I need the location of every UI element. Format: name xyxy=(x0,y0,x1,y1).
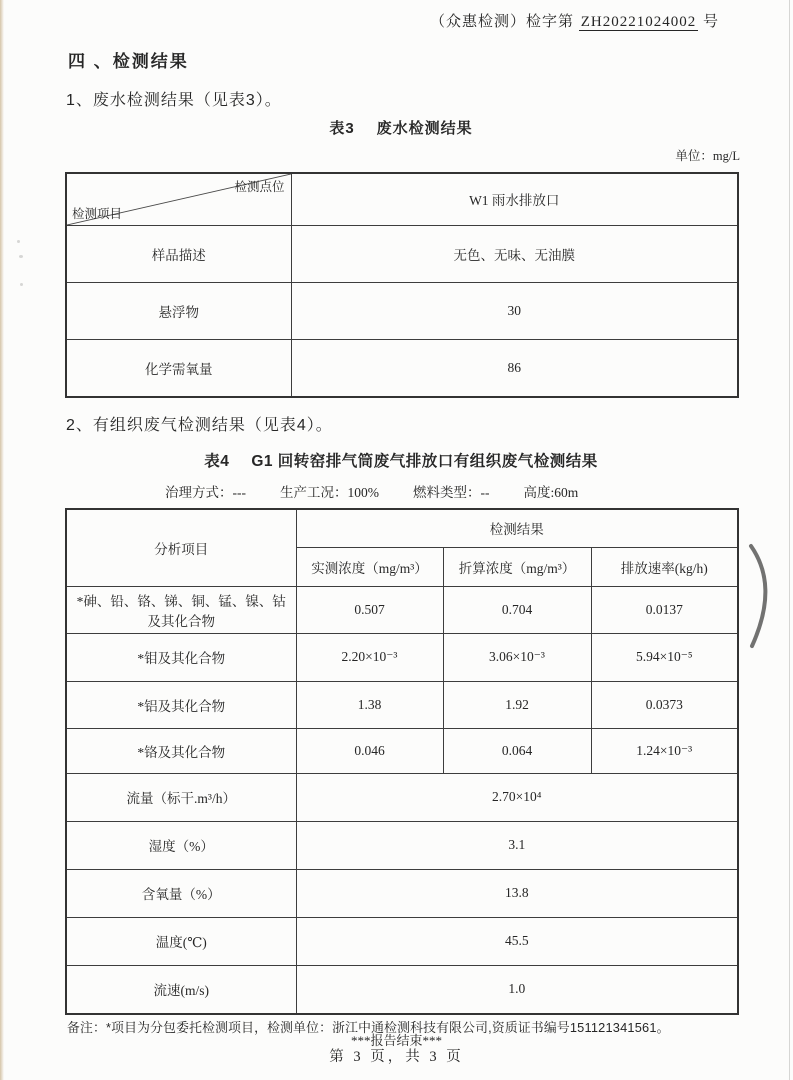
table3-point-header-cell: W1 雨水排放口 xyxy=(291,173,738,225)
scan-speck xyxy=(19,255,23,258)
table4-span-row-value: 13.8 xyxy=(296,869,738,917)
table3-row-value: 无色、无味、无油膜 xyxy=(291,225,738,282)
table4-cell-rate: 0.0373 xyxy=(591,681,738,728)
table4-span-row-label: 流量（标干.m³/h） xyxy=(66,773,296,821)
table4-header-result-group: 检测结果 xyxy=(296,509,738,547)
doc-number-suffix: 号 xyxy=(703,14,720,30)
table3-caption-title: 废水检测结果 xyxy=(376,120,473,137)
meta-production-condition: 生产工况：100% xyxy=(280,485,379,500)
table4-span-row-label: 流速(m/s) xyxy=(66,965,296,1014)
table4-cell-converted: 1.92 xyxy=(443,681,591,728)
table4-cell-converted: 0.704 xyxy=(443,586,591,633)
table4-header-rate: 排放速率(kg/h) xyxy=(591,547,738,586)
table3-caption xyxy=(65,117,737,138)
table4-cell-measured: 0.507 xyxy=(296,586,443,633)
table4-header-measured: 实测浓度（mg/m³） xyxy=(296,547,443,586)
table4-caption-number: 表4 xyxy=(204,453,230,470)
table3-diagonal-header-cell xyxy=(66,173,291,225)
table3-row-label: 化学需氧量 xyxy=(66,339,291,397)
table4-row-label: *铬及其化合物 xyxy=(66,728,296,773)
table4-cell-rate: 0.0137 xyxy=(591,586,738,633)
table4-span-row-label: 温度(℃) xyxy=(66,917,296,965)
wastewater-results-table xyxy=(65,172,739,398)
table4-cell-measured: 2.20×10⁻³ xyxy=(296,633,443,681)
section-heading: 四 、检测结果 xyxy=(68,52,189,71)
meta-stack-height: 高度:60m xyxy=(523,485,579,500)
table3-row-label: 悬浮物 xyxy=(66,282,291,339)
pen-stroke-mark xyxy=(744,542,776,652)
scan-speck xyxy=(20,283,23,286)
table4-span-row-label: 含氧量（%） xyxy=(66,869,296,917)
table4-header-analysis-item: 分析项目 xyxy=(66,509,296,586)
doc-number-value: ZH20221024002 xyxy=(580,14,697,30)
table4-meta-line xyxy=(165,481,745,501)
table4-span-row-label: 湿度（%） xyxy=(66,821,296,869)
table3-caption-number: 表3 xyxy=(329,120,355,137)
table4-row-label: *钼及其化合物 xyxy=(66,633,296,681)
table4-row-label: *砷、铅、铬、锑、铜、锰、镍、钴及其化合物 xyxy=(66,586,296,633)
page-number-line: 第 3 页，共 3 页 xyxy=(329,1049,464,1065)
table4-span-row-value: 1.0 xyxy=(296,965,738,1014)
scan-edge-right xyxy=(789,0,790,1080)
doc-number-line xyxy=(430,10,719,31)
table3-row-value: 86 xyxy=(291,339,738,397)
table4-span-row-value: 3.1 xyxy=(296,821,738,869)
item2-heading: 2、有组织废气检测结果（见表4）。 xyxy=(66,417,333,434)
table4-span-row-value: 45.5 xyxy=(296,917,738,965)
meta-fuel-type: 燃料类型：-- xyxy=(413,485,490,500)
table4-cell-measured: 1.38 xyxy=(296,681,443,728)
table4-cell-measured: 0.046 xyxy=(296,728,443,773)
meta-treatment: 治理方式：--- xyxy=(165,485,246,500)
table4-cell-rate: 5.94×10⁻⁵ xyxy=(591,633,738,681)
doc-number-prefix: （众惠检测）检字第 xyxy=(430,14,575,30)
table4-cell-rate: 1.24×10⁻³ xyxy=(591,728,738,773)
table3-corner-label-item: 检测项目 xyxy=(72,206,123,221)
table4-cell-converted: 3.06×10⁻³ xyxy=(443,633,591,681)
table3-corner-label-point: 检测点位 xyxy=(234,180,285,194)
table4-row-label: *铝及其化合物 xyxy=(66,681,296,728)
table4-caption xyxy=(65,449,737,471)
table4-header-converted: 折算浓度（mg/m³） xyxy=(443,547,591,586)
table3-unit-label: 单位：mg/L xyxy=(675,149,740,163)
table3-row-label: 样品描述 xyxy=(66,225,291,282)
table4-cell-converted: 0.064 xyxy=(443,728,591,773)
organized-exhaust-results-table xyxy=(65,508,739,1015)
item1-heading: 1、废水检测结果（见表3）。 xyxy=(66,92,282,109)
report-end-line: ***报告结束*** xyxy=(350,1033,442,1048)
table4-caption-title: G1 回转窑排气筒废气排放口有组织废气检测结果 xyxy=(251,453,598,470)
table3-row-value: 30 xyxy=(291,282,738,339)
footer-note: 备注：*项目为分包委托检测项目，检测单位：浙江中通检测科技有限公司,资质证书编号151121341561。 xyxy=(67,1020,670,1035)
table4-span-row-value: 2.70×10⁴ xyxy=(296,773,738,821)
scan-speck xyxy=(17,240,20,243)
